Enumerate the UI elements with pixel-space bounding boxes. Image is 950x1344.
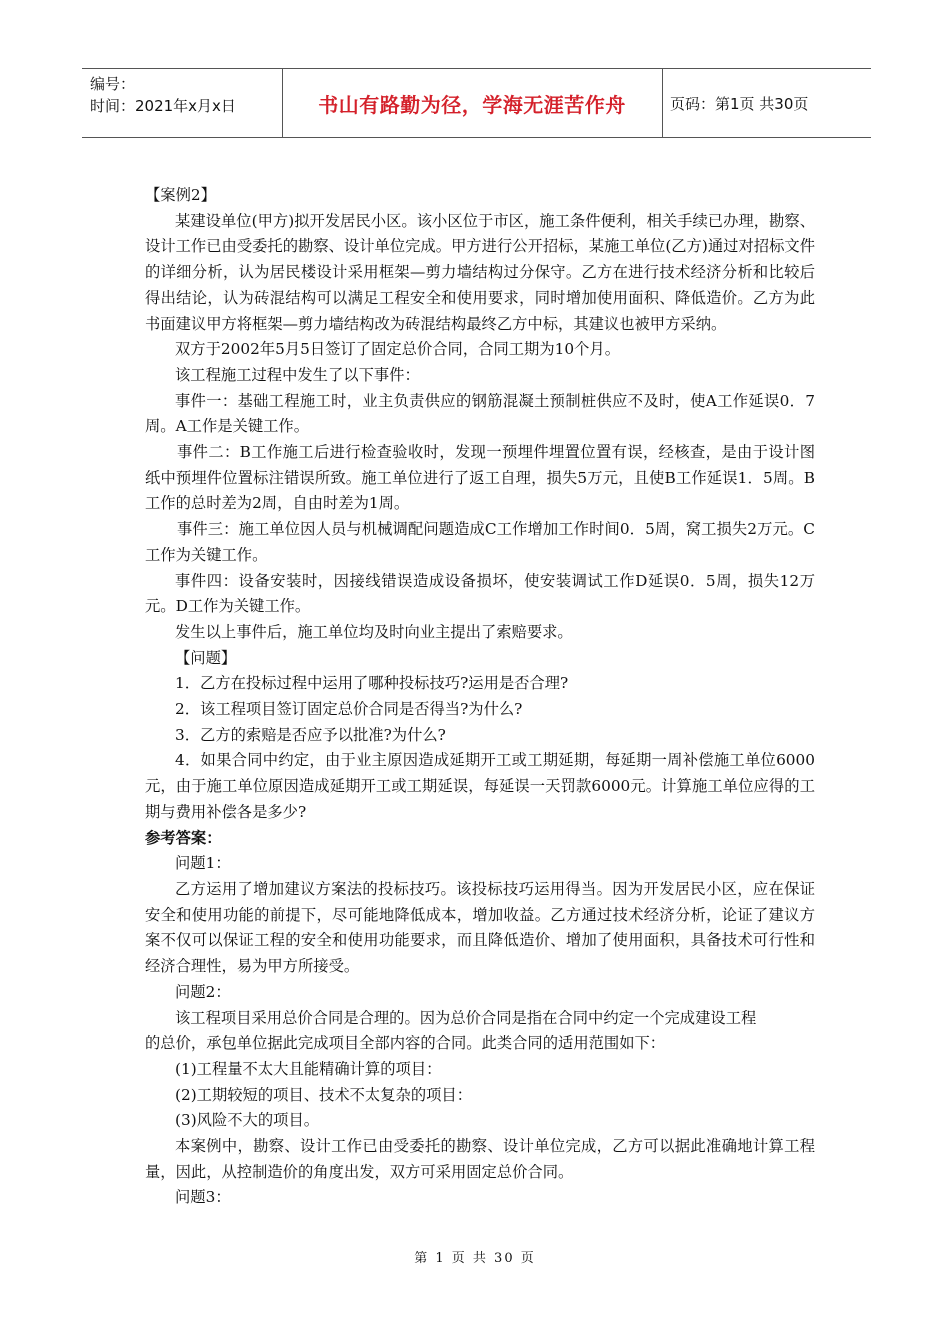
header-middle-cell [282,69,663,137]
answer-2-item-2: (2)工期较短的项目、技术不太复杂的项目： [175,1085,473,1104]
document-body [145,183,815,1211]
event-four: 事件四：设备安装时，因接线错误造成设备损坏，使安装调试工作D延误0．5周，损失12万元。D工作为关键工作。 [145,571,815,616]
answer-2-conclusion: 本案例中，勘察、设计工作已由受委托的勘察、设计单位完成，乙方可以据此准确地计算工程量，因此，从控制造价的角度出发，双方可采用固定总价合同。 [145,1137,815,1181]
answer-3-label: 问题3： [175,1188,231,1207]
answer-1: 乙方运用了增加建议方案法的投标技巧。该投标技巧运用得当。因为开发居民小区，应在保证安全和使用功能的前提下，尽可能地降低成本，增加收益。乙方通过技术经济分析，论证了建议方案不仅可以保证工程的安全和使用功能要求，而且降低造价、增加了使用面积，具备技术可行性和经济合理性，易为甲方所接受。 [145,879,815,976]
event-one: 事件一：基础工程施工时，业主负责供应的钢筋混凝土预制桩供应不及时，使A工作延误0．7周。A工作是关键工作。 [145,391,815,436]
document-number-label: 编号： [90,75,136,93]
paragraph-background: 某建设单位(甲方)拟开发居民小区。该小区位于市区，施工条件便利，相关手续已办理，勘察、设计工作已由受委托的勘察、设计单位完成。甲方进行公开招标，某施工单位(乙方)通过对招标文件的详细分析，认为居民楼设计采用框架—剪力墙结构过分保守。乙方在进行技术经济分析和比较后得出结论，认为砖混结构可以满足工程安全和使用要求，同时增加使用面积、降低造价。乙方为此书面建议甲方将框架—剪力墙结构改为砖混结构最终乙方中标，其建议也被甲方采纳。 [145,211,815,333]
header-motto: 书山有路勤为径，学海无涯苦作舟 [318,93,626,117]
page-info: 页码：第1页 共30页 [670,95,809,113]
page-header [82,68,871,138]
answer-title: 参考答案： [145,828,222,847]
answer-2-line-2: 的总价，承包单位据此完成项目全部内容的合同。此类合同的适用范围如下： [145,1034,666,1053]
header-right-cell [662,69,871,137]
question-1: 1．乙方在投标过程中运用了哪种投标技巧?运用是否合理? [175,674,569,693]
question-2: 2．该工程项目签订固定总价合同是否得当?为什么? [175,700,523,719]
header-left-cell [82,69,283,137]
case-title: 【案例2】 [145,186,216,204]
event-three: 事件三：施工单位因人员与机械调配问题造成C工作增加工作时间0．5周，窝工损失2万元。C工作为关键工作。 [145,520,815,564]
page-footer: 第 1 页 共 30 页 [414,1251,536,1266]
question-3: 3．乙方的索赔是否应予以批准?为什么? [175,725,446,744]
event-two: 事件二：B工作施工后进行检查验收时，发现一预埋件埋置位置有误，经核查，是由于设计图纸中预埋件位置标注错误所致。施工单位进行了返工自理，损失5万元，且使B工作延误1．5周。B工作的总时差为2周，自由时差为1周。 [145,443,815,513]
paragraph-events-intro: 该工程施工过程中发生了以下事件： [175,365,420,384]
question-title: 【问题】 [175,648,237,667]
question-4: 4．如果合同中约定，由于业主原因造成延期开工或工期延期，每延期一周补偿施工单位6000元，由于施工单位原因造成延期开工或工期延误，每延误一天罚款6000元。计算施工单位应得的工期与费用补偿各是多少? [145,751,815,821]
answer-2-line-1: 该工程项目采用总价合同是合理的。因为总价合同是指在合同中约定一个完成建设工程 [175,1008,757,1027]
document-date: 时间：2021年x月x日 [90,97,236,115]
answer-2-item-3: (3)风险不大的项目。 [175,1111,320,1130]
answer-2-item-1: (1)工程量不太大且能精确计算的项目： [175,1059,442,1078]
paragraph-claims: 发生以上事件后，施工单位均及时向业主提出了索赔要求。 [175,622,573,641]
answer-1-label: 问题1： [175,854,231,873]
paragraph-contract: 双方于2002年5月5日签订了固定总价合同，合同工期为10个月。 [175,340,620,359]
answer-2-label: 问题2： [175,982,231,1001]
